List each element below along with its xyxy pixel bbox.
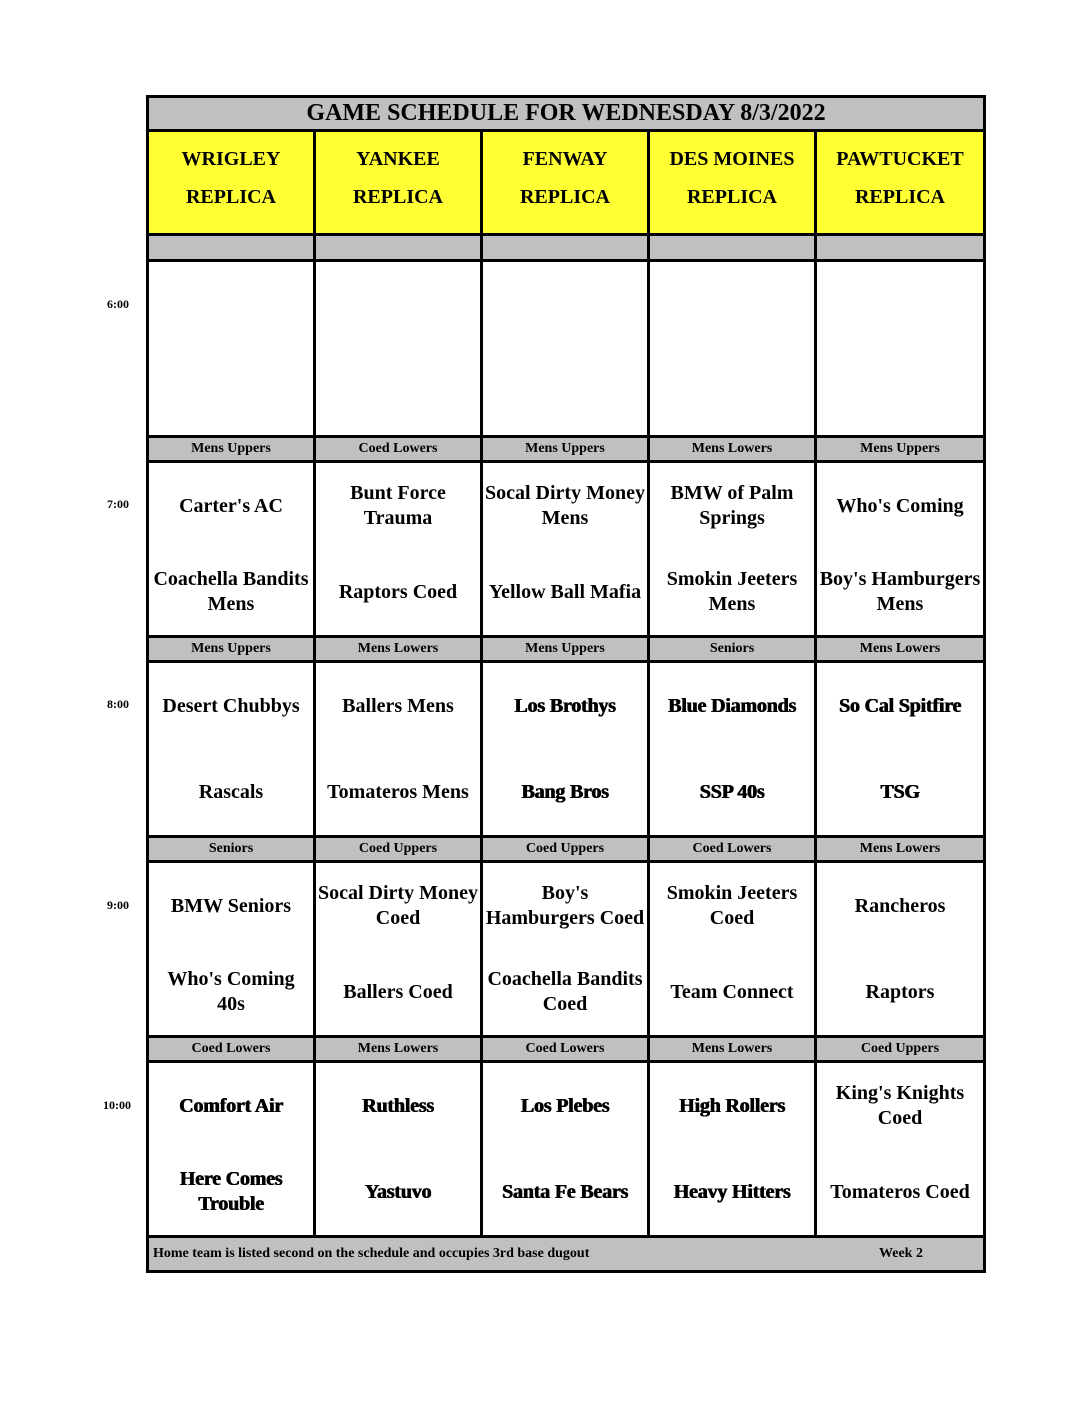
game-row — [149, 663, 983, 838]
home-team: Boy's Hamburgers Mens — [819, 568, 981, 615]
game-cell — [149, 863, 316, 1038]
field-header-fenway — [483, 132, 650, 236]
field-name: FENWAY — [522, 148, 608, 170]
division-label: Mens Uppers — [817, 438, 983, 463]
field-type: REPLICA — [854, 186, 945, 208]
away-team: So Cal Spitfire — [838, 694, 962, 717]
time-label: 10:00 — [103, 1098, 131, 1112]
spacer-cell — [483, 236, 650, 262]
away-team: Desert Chubbys — [162, 694, 300, 717]
away-team: Boy's Hamburgers Coed — [485, 882, 645, 929]
time-label: 9:00 — [107, 898, 129, 912]
away-team: Los Plebes — [520, 1094, 610, 1117]
away-team: Bunt Force Trauma — [350, 482, 446, 529]
time-label: 6:00 — [107, 297, 129, 311]
game-cell — [483, 863, 650, 1038]
home-team: Raptors Coed — [338, 580, 458, 603]
game-cell — [817, 463, 983, 638]
game-row — [149, 863, 983, 1038]
division-row — [149, 1038, 983, 1063]
game-cell — [149, 663, 316, 838]
division-label: Coed Lowers — [483, 1038, 650, 1063]
division-row — [149, 838, 983, 863]
division-label: Mens Lowers — [817, 638, 983, 663]
field-header-des-moines — [650, 132, 817, 236]
game-cell — [650, 463, 817, 638]
away-team: Ruthless — [362, 1094, 434, 1117]
division-row — [149, 438, 983, 463]
field-header-wrigley — [149, 132, 316, 236]
game-cell — [316, 463, 483, 638]
division-label: Coed Lowers — [149, 1038, 316, 1063]
away-team: BMW Seniors — [170, 894, 292, 917]
division-label: Coed Uppers — [817, 1038, 983, 1063]
home-team: Santa Fe Bears — [501, 1180, 629, 1203]
empty-slot — [149, 262, 316, 438]
field-type: REPLICA — [185, 186, 276, 208]
division-label: Seniors — [149, 838, 316, 863]
away-team: BMW of Palm Springs — [670, 482, 794, 529]
empty-slot — [650, 262, 817, 438]
empty-slot — [316, 262, 483, 438]
game-cell — [149, 1063, 316, 1238]
time-label: 7:00 — [107, 497, 129, 511]
away-team: High Rollers — [679, 1094, 785, 1117]
division-label: Mens Lowers — [650, 438, 817, 463]
home-team: Here Comes Trouble — [179, 1168, 283, 1215]
field-header-yankee — [316, 132, 483, 236]
division-label: Mens Uppers — [149, 638, 316, 663]
field-header-row — [149, 132, 983, 236]
spacer-row — [149, 236, 983, 262]
field-type: REPLICA — [519, 186, 610, 208]
home-team: Bang Bros — [521, 780, 609, 803]
away-team: Who's Coming — [836, 494, 964, 517]
division-label: Coed Lowers — [316, 438, 483, 463]
week-label: Week 2 — [879, 1246, 923, 1261]
away-team: King's Knights Coed — [835, 1082, 965, 1129]
game-row — [149, 463, 983, 638]
spacer-cell — [817, 236, 983, 262]
home-team: Heavy Hitters — [673, 1180, 791, 1203]
time-label: 8:00 — [107, 697, 129, 711]
division-label: Mens Lowers — [650, 1038, 817, 1063]
field-name: PAWTUCKET — [836, 148, 964, 170]
game-cell — [650, 663, 817, 838]
home-team: Rascals — [198, 780, 264, 803]
division-label: Mens Uppers — [149, 438, 316, 463]
schedule-table — [146, 95, 986, 1273]
home-team: Smokin Jeeters Mens — [666, 568, 798, 615]
field-name: YANKEE — [356, 148, 440, 170]
division-label: Mens Lowers — [817, 838, 983, 863]
empty-slot — [817, 262, 983, 438]
division-label: Coed Uppers — [316, 838, 483, 863]
home-team: SSP 40s — [699, 780, 765, 803]
home-team: TSG — [880, 780, 920, 803]
game-cell — [817, 663, 983, 838]
home-team: Team Connect — [670, 980, 794, 1003]
field-name: WRIGLEY — [181, 148, 281, 170]
game-cell — [817, 863, 983, 1038]
spacer-cell — [316, 236, 483, 262]
home-team: Yellow Ball Mafia — [488, 580, 642, 603]
empty-slot-row — [149, 262, 983, 438]
away-team: Smokin Jeeters Coed — [666, 882, 798, 929]
game-cell — [316, 863, 483, 1038]
game-cell — [149, 463, 316, 638]
home-team: Raptors — [865, 980, 935, 1003]
footer-bar — [149, 1238, 983, 1270]
home-team: Ballers Coed — [343, 980, 453, 1003]
away-team: Ballers Mens — [342, 694, 454, 717]
field-name: DES MOINES — [669, 148, 795, 170]
field-type: REPLICA — [686, 186, 777, 208]
game-cell — [316, 663, 483, 838]
game-cell — [483, 663, 650, 838]
footer-note: Home team is listed second on the schedule and occupies 3rd base dugout — [153, 1246, 590, 1261]
home-team: Yastuvo — [364, 1180, 432, 1203]
game-cell — [483, 1063, 650, 1238]
field-header-pawtucket — [817, 132, 983, 236]
away-team: Los Brothys — [514, 694, 616, 717]
division-row — [149, 638, 983, 663]
game-cell — [817, 1063, 983, 1238]
division-label: Coed Lowers — [650, 838, 817, 863]
home-team: Tomateros Mens — [327, 780, 469, 803]
division-label: Mens Lowers — [316, 1038, 483, 1063]
division-label: Mens Uppers — [483, 438, 650, 463]
empty-slot — [483, 262, 650, 438]
spacer-cell — [149, 236, 316, 262]
division-label: Mens Lowers — [316, 638, 483, 663]
home-team: Tomateros Coed — [830, 1180, 970, 1203]
division-label: Coed Uppers — [483, 838, 650, 863]
away-team: Socal Dirty Money Coed — [318, 882, 478, 929]
home-team: Who's Coming 40s — [167, 968, 295, 1015]
home-team: Coachella Bandits Coed — [487, 968, 643, 1015]
game-cell — [483, 463, 650, 638]
spacer-cell — [650, 236, 817, 262]
game-cell — [316, 1063, 483, 1238]
away-team: Rancheros — [854, 894, 946, 917]
division-label: Mens Uppers — [483, 638, 650, 663]
game-row — [149, 1063, 983, 1238]
game-cell — [650, 863, 817, 1038]
field-type: REPLICA — [352, 186, 443, 208]
away-team: Socal Dirty Money Mens — [485, 482, 645, 529]
game-cell — [650, 1063, 817, 1238]
away-team: Blue Diamonds — [668, 694, 796, 717]
division-label: Seniors — [650, 638, 817, 663]
away-team: Comfort Air — [179, 1094, 283, 1117]
home-team: Coachella Bandits Mens — [153, 568, 309, 615]
page-title: GAME SCHEDULE FOR WEDNESDAY 8/3/2022 — [149, 98, 983, 132]
away-team: Carter's AC — [179, 494, 283, 517]
